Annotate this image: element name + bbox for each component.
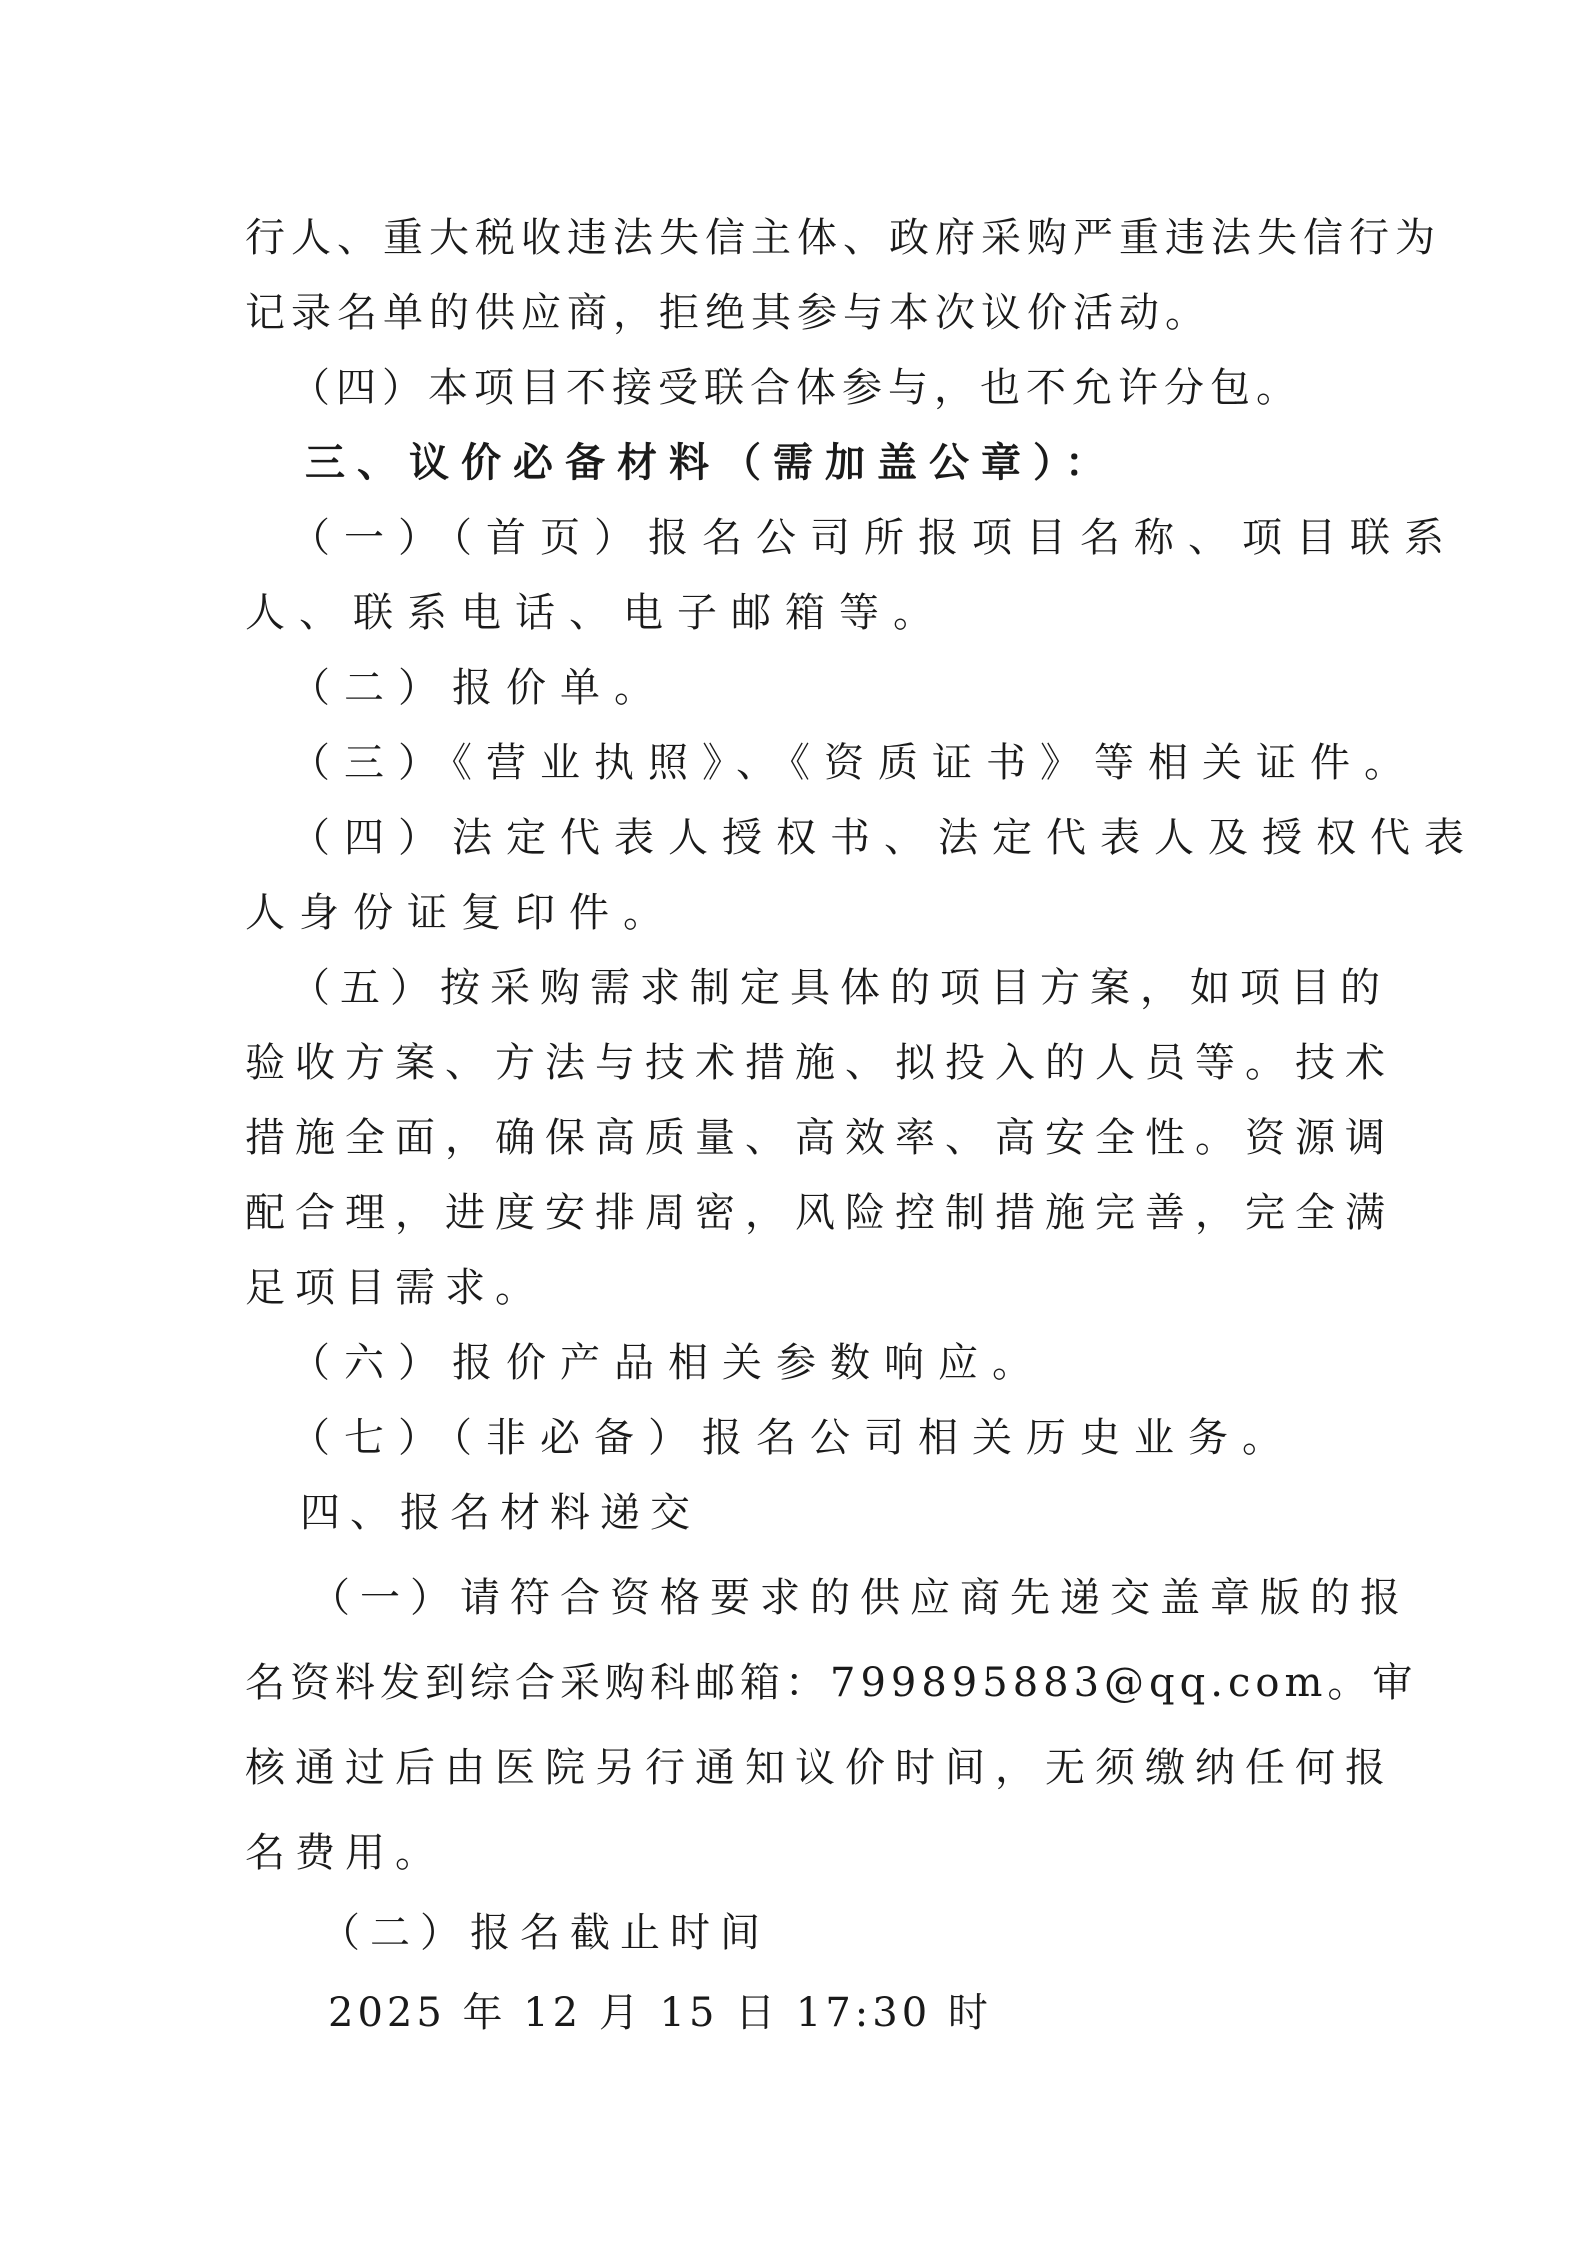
text-line-2: 记录名单的供应商，拒绝其参与本次议价活动。 — [245, 290, 1211, 336]
text-line-9: （四）法定代表人授权书、法定代表人及授权代表 — [290, 815, 1478, 861]
text-line-24: 2025 年 12 月 15 日 17:30 时 — [328, 1990, 992, 2036]
text-line-1: 行人、重大税收违法失信主体、政府采购严重违法失信行为 — [245, 215, 1441, 261]
text-line-14: 配合理，进度安排周密，风险控制措施完善，完全满 — [245, 1190, 1395, 1236]
text-line-21: 核通过后由医院另行通知议价时间，无须缴纳任何报 — [245, 1745, 1395, 1791]
text-line-17: （七）（非必备）报名公司相关历史业务。 — [290, 1415, 1296, 1461]
text-line-8: （三）《营业执照》、《资质证书》等相关证件。 — [290, 740, 1418, 786]
text-line-16: （六）报价产品相关参数响应。 — [290, 1340, 1046, 1386]
section-heading-3: 三、议价必备材料（需加盖公章）： — [305, 439, 1117, 486]
text-line-5: （一）（首页）报名公司所报项目名称、项目联系 — [290, 515, 1458, 561]
text-line-20: 名资料发到综合采购科邮箱：799895883@qq.com。审 — [245, 1660, 1418, 1706]
text-line-19: （一）请符合资格要求的供应商先递交盖章版的报 — [310, 1575, 1410, 1621]
text-line-15: 足项目需求。 — [245, 1265, 545, 1311]
text-line-22: 名费用。 — [245, 1830, 445, 1876]
text-line-10: 人身份证复印件。 — [245, 890, 677, 936]
text-line-6: 人、联系电话、电子邮箱等。 — [245, 590, 947, 636]
text-line-7: （二）报价单。 — [290, 665, 668, 711]
text-line-13: 措施全面，确保高质量、高效率、高安全性。资源调 — [245, 1115, 1395, 1161]
text-line-12: 验收方案、方法与技术措施、拟投入的人员等。技术 — [245, 1040, 1395, 1086]
text-line-11: （五）按采购需求制定具体的项目方案，如项目的 — [290, 965, 1390, 1011]
text-line-3: （四）本项目不接受联合体参与，也不允许分包。 — [290, 365, 1302, 411]
section-heading-4: 四、报名材料递交 — [300, 1490, 700, 1536]
text-line-23: （二）报名截止时间 — [320, 1910, 770, 1956]
